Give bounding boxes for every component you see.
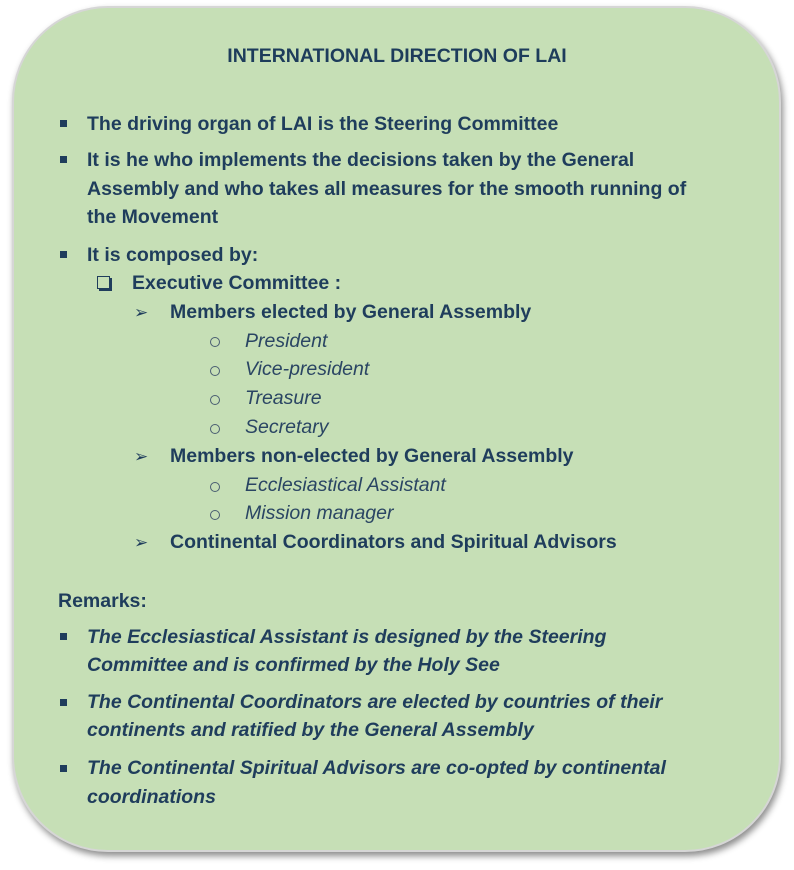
bullet-text-continued: Assembly and who takes all measures for the smooth running of [87,178,687,200]
remark-text: The Continental Spiritual Advisors are co-opted by continental [87,757,666,779]
remark-text: The Ecclesiastical Assistant is designed by the Steering [87,626,607,648]
circle-bullet-icon [210,510,220,520]
member-item: Ecclesiastical Assistant [245,474,446,496]
non-elected-group-label: Members non-elected by General Assembly [170,445,574,467]
member-item: Secretary [245,416,329,438]
bullet-square-icon [60,251,67,258]
member-item: Treasure [245,387,322,409]
circle-bullet-icon [210,337,220,347]
elected-group-label: Members elected by General Assembly [170,301,532,323]
remark-text-continued: Committee and is confirmed by the Holy See [87,654,500,676]
bullet-square-icon [60,633,67,640]
executive-committee-label: Executive Committee : [132,272,342,294]
bullet-square-icon [60,156,67,163]
bullet-text: It is he who implements the decisions taken by the General [87,149,635,171]
bullet-text: It is composed by: [87,244,259,266]
remarks-heading: Remarks: [58,590,147,612]
remark-text: The Continental Coordinators are elected by countries of their [87,691,663,713]
member-item: President [245,330,328,352]
bullet-square-icon [60,699,67,706]
bullet-square-icon [60,120,67,127]
bullet-text: The driving organ of LAI is the Steering Committee [87,113,559,135]
bullet-square-icon [60,765,67,772]
arrow-bullet-icon: ➢ [134,533,149,552]
remark-text-continued: coordinations [87,786,216,808]
arrow-bullet-icon: ➢ [134,303,149,322]
arrow-bullet-icon: ➢ [134,447,149,466]
remark-text-continued: continents and ratified by the General Assembly [87,719,534,741]
circle-bullet-icon [210,395,220,405]
continental-label: Continental Coordinators and Spiritual Advisors [170,531,617,553]
circle-bullet-icon [210,482,220,492]
checkbox-bullet-icon [97,276,110,289]
circle-bullet-icon [210,366,220,376]
circle-bullet-icon [210,424,220,434]
member-item: Mission manager [245,502,394,524]
member-item: Vice-president [245,358,370,380]
bullet-text-continued: the Movement [87,206,219,228]
page-title: INTERNATIONAL DIRECTION OF LAI [227,45,567,67]
